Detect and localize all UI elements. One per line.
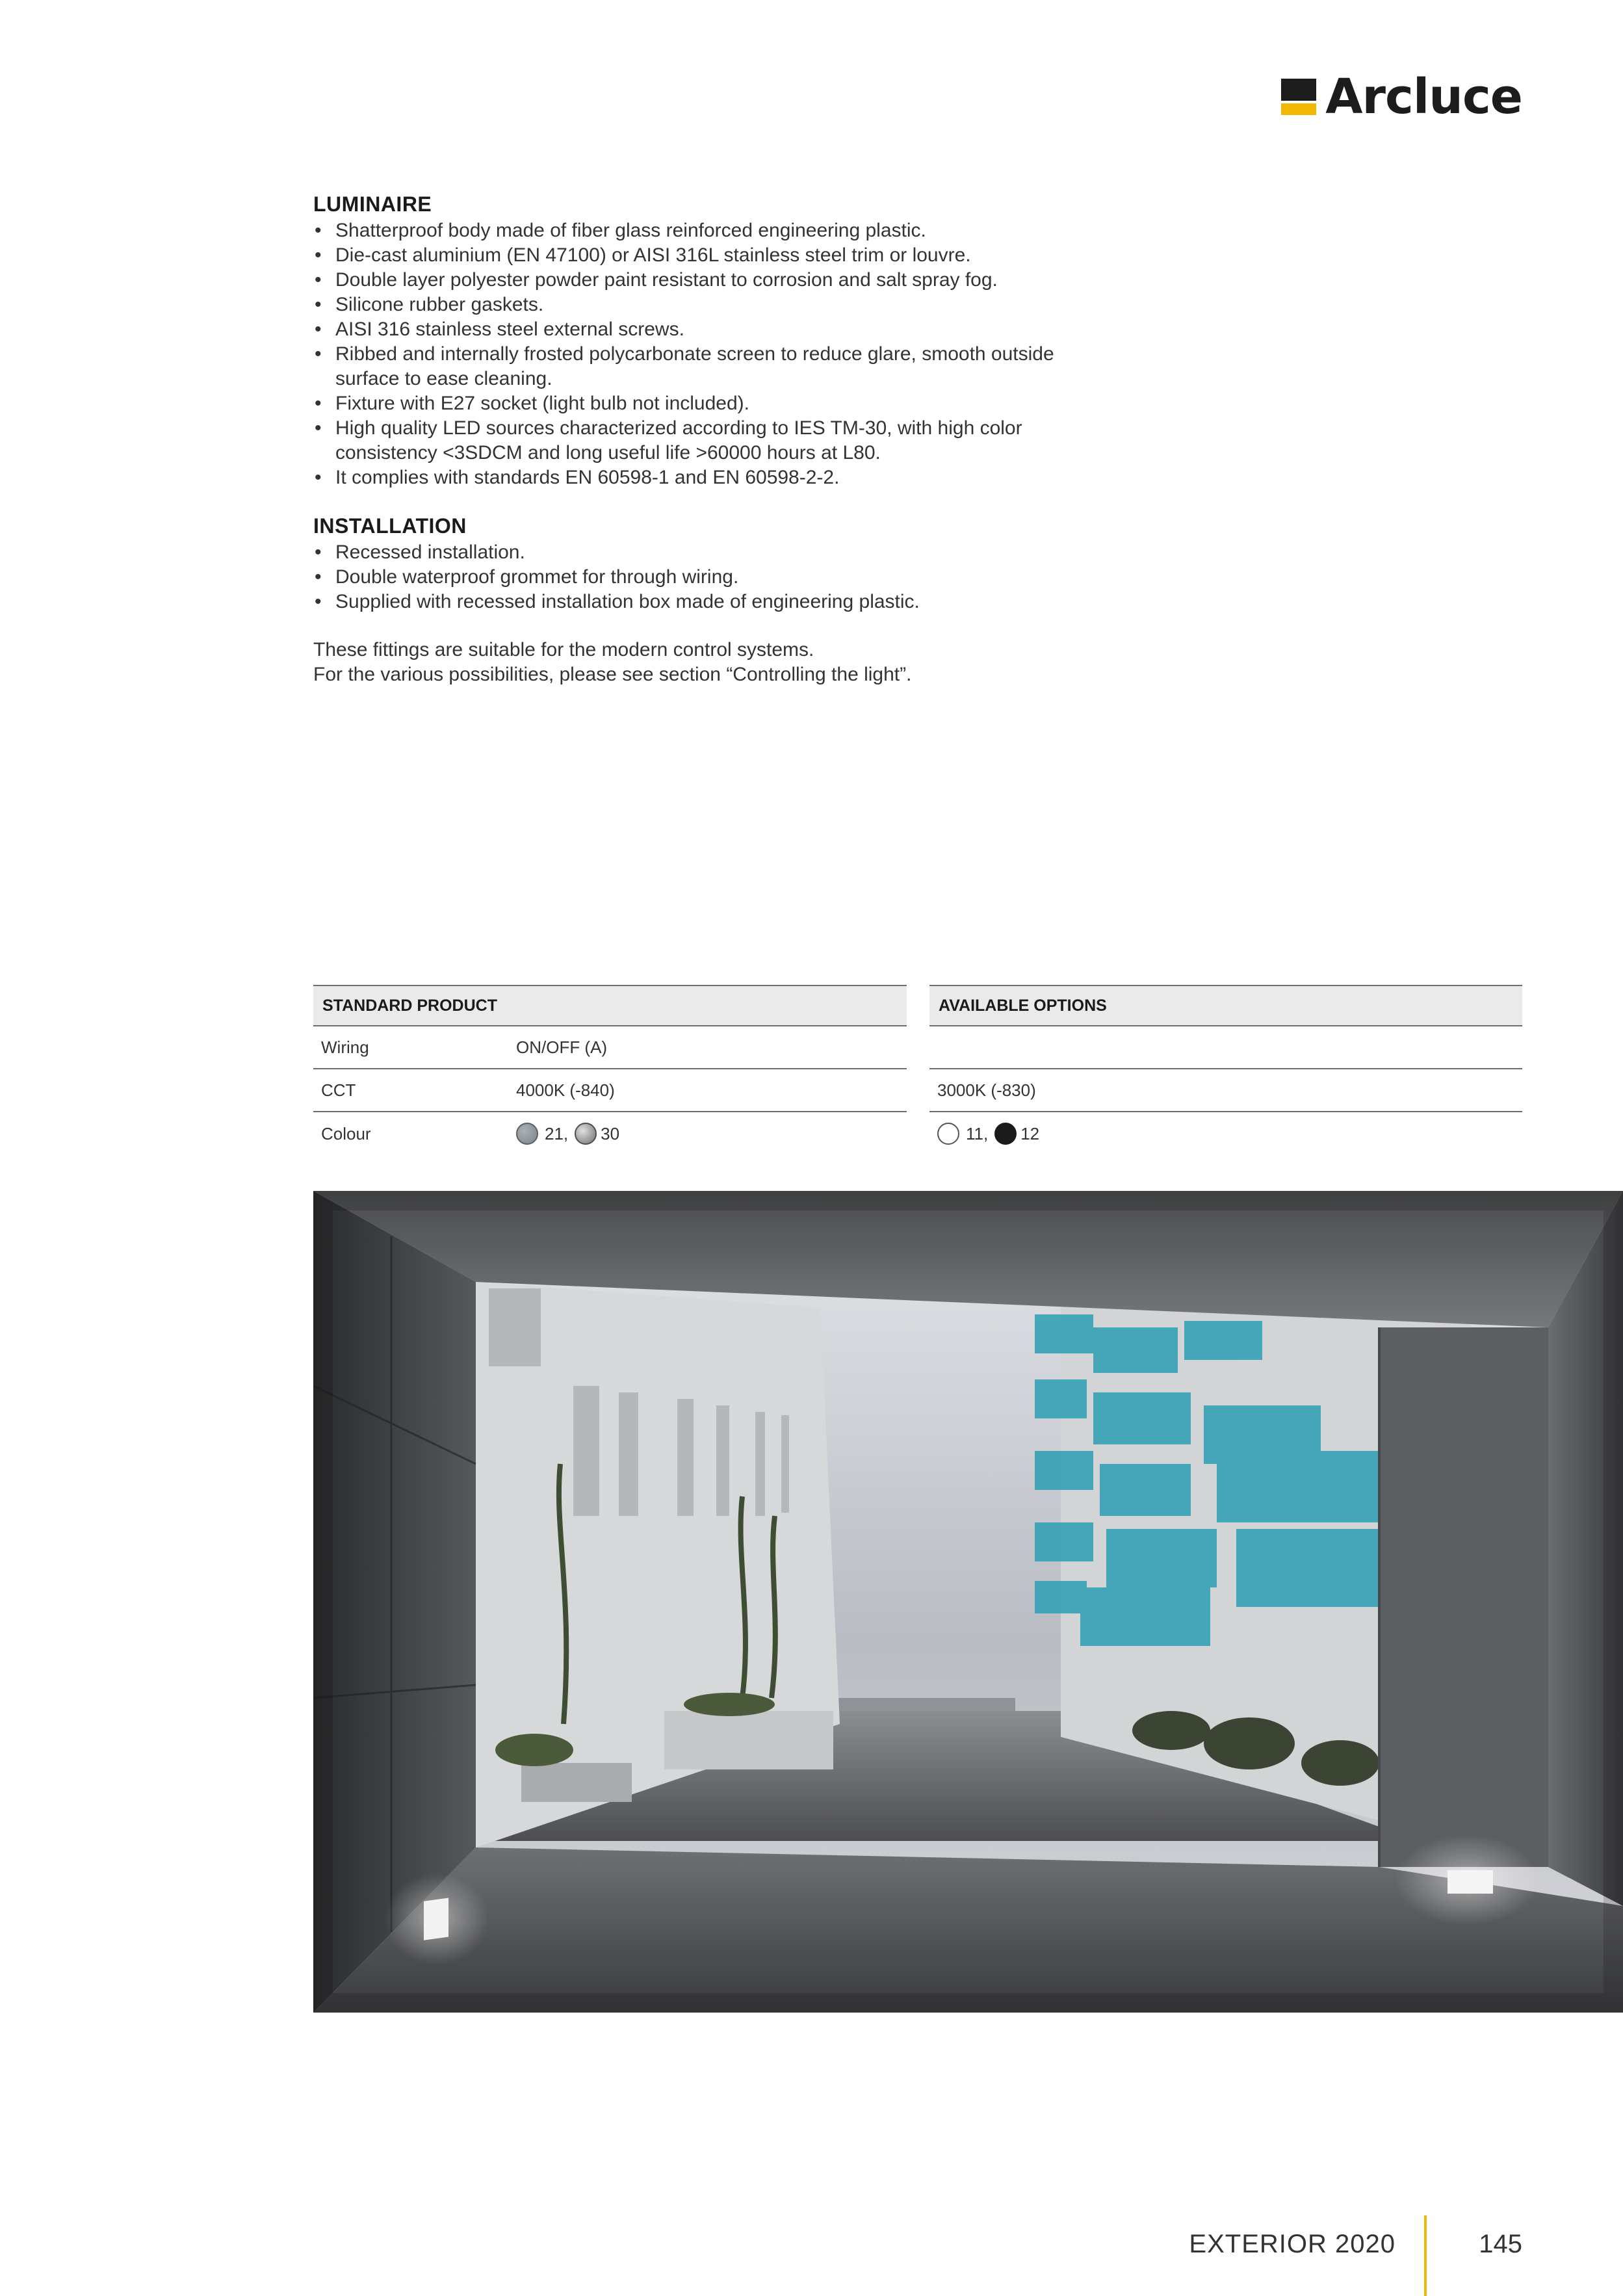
control-note <box>313 638 1119 687</box>
table-row <box>929 1112 1522 1155</box>
swatch-code: 11, <box>966 1123 989 1143</box>
row-value: 4000K (-840) <box>516 1080 615 1100</box>
colour-swatches <box>929 1123 1039 1145</box>
standard-product-table <box>313 985 907 1155</box>
list-item: • It complies with standards EN 60598-1 and EN 60598-2-2. <box>313 465 1119 490</box>
table-row <box>313 1069 907 1112</box>
swatch-code: 30 <box>601 1123 620 1143</box>
list-item: • High quality LED sources characterized according to IES TM-30, with high color consistency <3SDCM and long useful life >60000 hours at L80. <box>313 416 1119 465</box>
page-number: 145 <box>1479 2230 1522 2258</box>
note-line: These fittings are suitable for the modern control systems. <box>313 639 814 660</box>
standard-product-header: STANDARD PRODUCT <box>313 985 907 1026</box>
list-item: • Supplied with recessed installation box made of engineering plastic. <box>313 590 1119 614</box>
logo-mark-icon <box>1281 79 1316 115</box>
colour-swatches <box>510 1123 619 1145</box>
list-item: • AISI 316 stainless steel external screws. <box>313 317 1119 342</box>
row-value: ON/OFF (A) <box>516 1037 608 1057</box>
available-options-header: AVAILABLE OPTIONS <box>929 985 1522 1026</box>
footer-section-label: EXTERIOR 2020 <box>1189 2230 1396 2258</box>
brand-name: Arcluce <box>1325 69 1522 125</box>
list-item: • Shatterproof body made of fiber glass reinforced engineering plastic. <box>313 218 1119 243</box>
installation-title: INSTALLATION <box>313 514 467 538</box>
metallic-grey-swatch-icon <box>575 1123 597 1145</box>
row-label: Colour <box>321 1123 371 1143</box>
brand-logo <box>1281 69 1522 125</box>
installation-list <box>313 540 1119 614</box>
table-row <box>313 1112 907 1155</box>
available-options-table <box>929 985 1522 1155</box>
luminaire-list <box>313 218 1119 490</box>
footer-divider <box>1424 2215 1427 2296</box>
swatch-code: 12 <box>1020 1123 1040 1143</box>
black-swatch-icon <box>994 1123 1017 1145</box>
luminaire-section <box>313 191 1119 490</box>
list-item: • Double waterproof grommet for through wiring. <box>313 565 1119 590</box>
list-item: • Ribbed and internally frosted polycarbonate screen to reduce glare, smooth outside surface to ease cleaning. <box>313 342 1119 391</box>
table-row <box>929 1069 1522 1112</box>
list-item: • Fixture with E27 socket (light bulb not included). <box>313 391 1119 416</box>
list-item: • Silicone rubber gaskets. <box>313 293 1119 317</box>
row-value: 3000K (-830) <box>937 1080 1036 1100</box>
installation-photo <box>313 1191 1623 2013</box>
list-item: • Double layer polyester powder paint resistant to corrosion and salt spray fog. <box>313 268 1119 293</box>
table-row <box>313 1026 907 1069</box>
installation-section <box>313 513 1119 614</box>
white-swatch-icon <box>937 1123 959 1145</box>
grey-swatch-icon <box>516 1123 538 1145</box>
list-item: • Die-cast aluminium (EN 47100) or AISI 316L stainless steel trim or louvre. <box>313 243 1119 268</box>
note-line: For the various possibilities, please see section “Controlling the light”. <box>313 664 912 685</box>
list-item: • Recessed installation. <box>313 540 1119 565</box>
table-row <box>929 1026 1522 1069</box>
luminaire-title: LUMINAIRE <box>313 192 432 216</box>
row-label: CCT <box>321 1080 356 1100</box>
swatch-code: 21, <box>545 1123 569 1143</box>
row-label: Wiring <box>321 1037 369 1057</box>
